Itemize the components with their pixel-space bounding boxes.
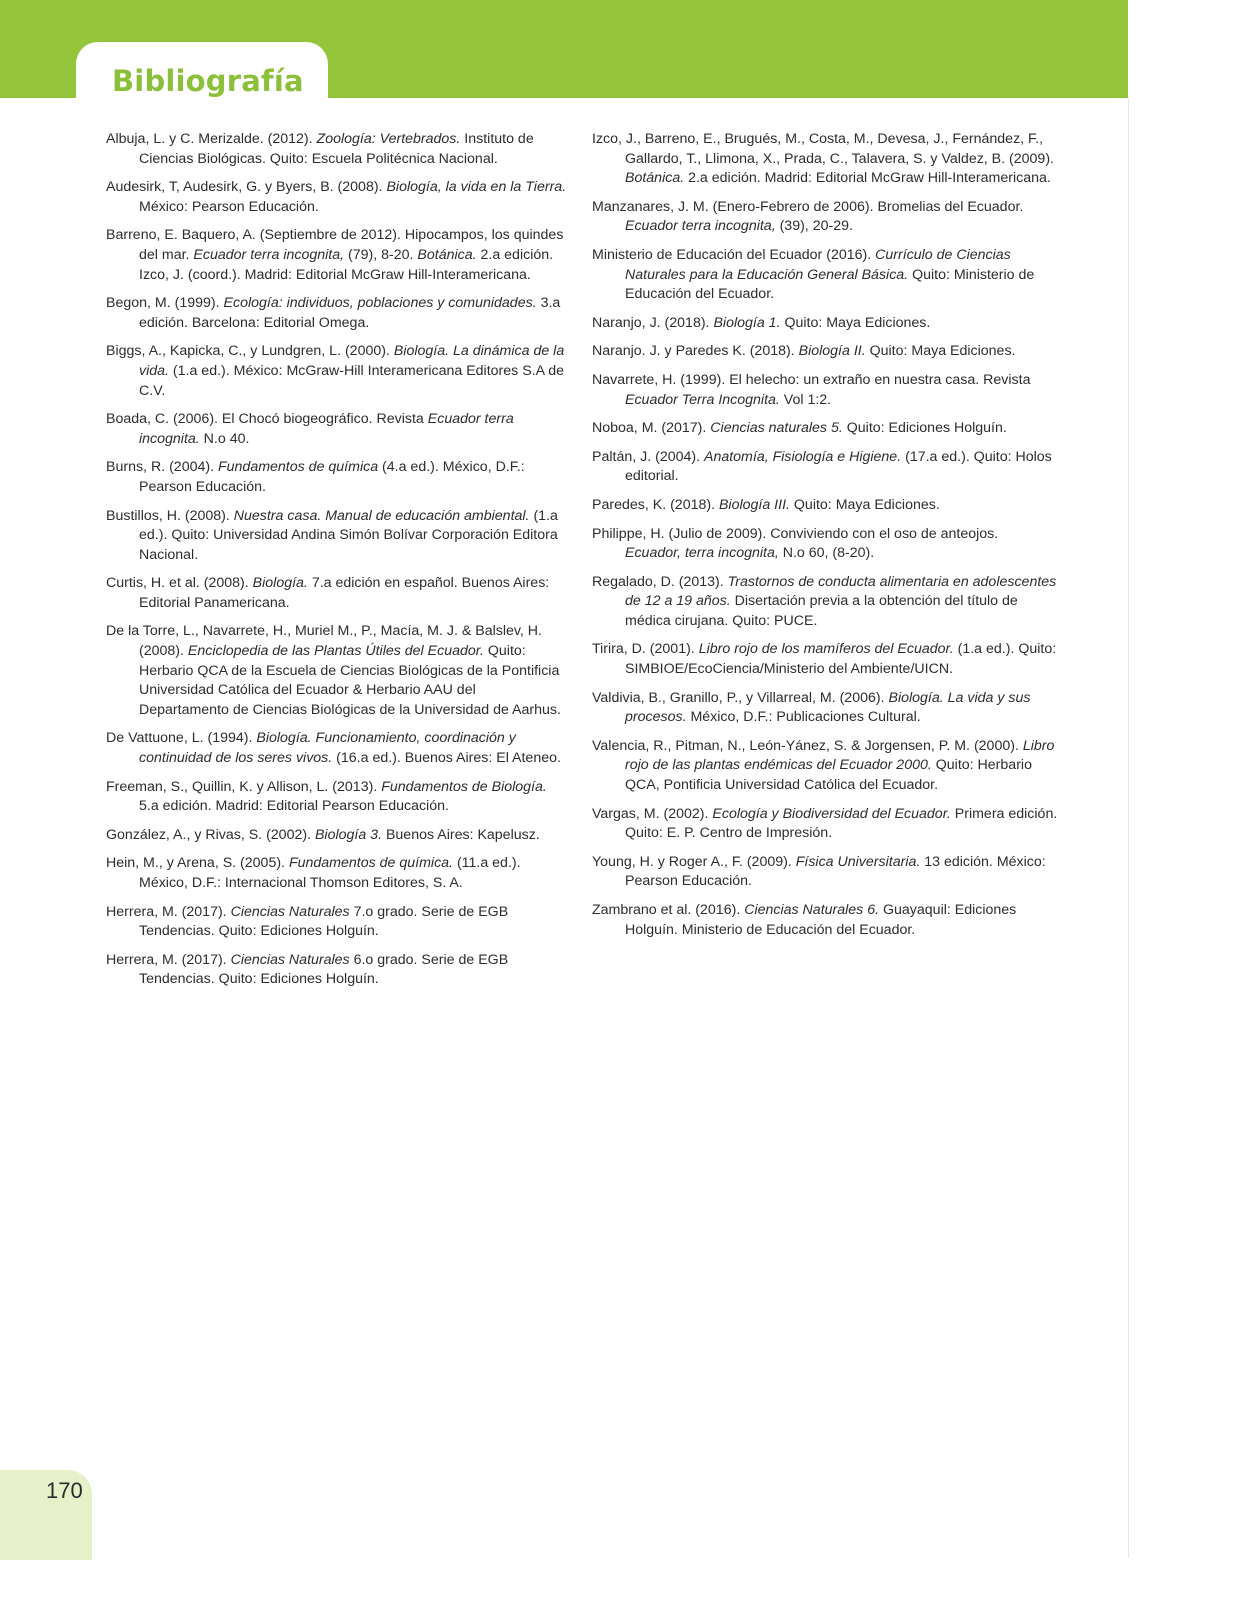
entry-text: Paltán, J. (2004). (592, 448, 704, 465)
entry-text: Valencia, R., Pitman, N., León-Yánez, S. & Jorgensen, P. M. (2000). (592, 737, 1023, 754)
entry-title: Ciencias Naturales (230, 903, 350, 920)
entry-title: Fundamentos de Biología. (381, 778, 547, 795)
bibliography-entry (106, 130, 568, 169)
entry-text: Audesirk, T, Audesirk, G. y Byers, B. (2008). (106, 179, 387, 196)
entry-text: Barreno, E. Baquero, A. (Septiembre de 2012). Hipocampos, los quindes del mar. (106, 227, 564, 263)
entry-text: Naranjo, J. (2018). (592, 314, 714, 331)
entry-text: Regalado, D. (2013). (592, 573, 728, 590)
bibliography-entry (106, 294, 568, 333)
entry-text: Begon, M. (1999). (106, 295, 224, 312)
entry-text: 5.a edición. Madrid: Editorial Pearson Educación. (139, 798, 449, 815)
entry-text: Izco, J., Barreno, E., Brugués, M., Costa, M., Devesa, J., Fernández, F., Gallardo, T., Llimona, X., Prada, C., Talavera, S. y Valdez, B. (2009). (592, 131, 1054, 167)
bibliography-entry (592, 130, 1058, 189)
entry-text: Quito: Ediciones Holguín. (842, 420, 1007, 437)
entry-text: Hein, M., y Arena, S. (2005). (106, 855, 289, 872)
entry-text: 2.a edición. Madrid: Editorial McGraw Hill-Interamericana. (684, 170, 1051, 187)
entry-text: (39), 20-29. (775, 218, 853, 235)
bibliography-entry (592, 448, 1058, 487)
entry-text: 13 edición. México: Pearson Educación. (625, 853, 1046, 890)
entry-text: (1.a ed.). Quito: SIMBIOE/EcoCiencia/Ministerio del Ambiente/UICN. (625, 641, 1057, 678)
entry-text: Herrera, M. (2017). (106, 903, 231, 920)
entry-title: Ecuador terra incognita, (193, 246, 345, 263)
entry-title: Biología. La dinámica de la vida. (139, 343, 565, 379)
entry-title: Ciencias Naturales 6. (744, 902, 880, 918)
bibliography-entry (592, 573, 1058, 632)
bibliography-entry (592, 689, 1058, 728)
bibliography-entry (106, 826, 568, 846)
entry-text: N.o 60, (8-20). (778, 545, 875, 562)
entry-text: (4.a ed.). México, D.F.: Pearson Educación. (139, 459, 525, 495)
bibliography-entry (592, 525, 1058, 564)
entry-title: Biología. La vida y sus procesos. (625, 689, 1031, 726)
bibliography-entry (592, 371, 1058, 410)
entry-text: Navarrete, H. (1999). El helecho: un extraño en nuestra casa. Revista (592, 371, 1031, 388)
entry-text: Vol 1:2. (779, 391, 832, 408)
entry-title: Ecuador terra incognita, (625, 218, 776, 235)
entry-text: (79), 8-20. (344, 246, 418, 263)
entry-title: Biología. (252, 575, 308, 592)
entry-text: Valdivia, B., Granillo, P., y Villarreal, M. (2006). (592, 689, 889, 706)
entry-text: Primera edición. Quito: E. P. Centro de Impresión. (625, 805, 1058, 842)
entry-text: Bustillos, H. (2008). (106, 507, 234, 524)
entry-text: Instituto de Ciencias Biológicas. Quito: Escuela Politécnica Nacional. (139, 131, 534, 167)
entry-title: Anatomía, Fisiología e Higiene. (703, 448, 902, 465)
bibliography-entry (592, 640, 1058, 679)
entry-text: Quito: Maya Ediciones. (789, 496, 940, 513)
entry-text: 7.o grado. Serie de EGB Tendencias. Quito: Ediciones Holguín. (139, 903, 509, 940)
entry-text: De la Torre, L., Navarrete, H., Muriel M., P., Macía, M. J. & Balslev, H. (2008). (106, 623, 542, 660)
entry-text: Quito: Herbario QCA, Pontificia Universidad Católica del Ecuador. (625, 757, 1032, 794)
entry-title: Ecuador Terra Incognita. (625, 391, 780, 408)
entry-text: Curtis, H. et al. (2008). (106, 575, 253, 592)
bibliography-entry (592, 198, 1058, 237)
entry-title: Botánica. (417, 246, 477, 263)
entry-title: Currículo de Ciencias Naturales para la Educación General Básica. (625, 246, 1011, 283)
bibliography-entry (592, 314, 1058, 334)
entry-text: Quito: Maya Ediciones. (865, 343, 1016, 360)
entry-text: Boada, C. (2006). El Chocó biogeográfico. Revista (106, 411, 428, 428)
entry-title: Biología 1. (713, 314, 781, 331)
entry-title: Botánica. (625, 170, 685, 187)
entry-title: Ciencias Naturales (230, 951, 350, 968)
entry-text: González, A., y Rivas, S. (2002). (106, 826, 315, 843)
entry-text: (1.a ed.). México: McGraw-Hill Interamericana Editores S.A de C.V. (139, 362, 564, 399)
entry-text: Albuja, L. y C. Merizalde. (2012). (106, 131, 317, 147)
bibliography-entry (106, 778, 568, 817)
entry-text: Young, H. y Roger A., F. (2009). (592, 853, 796, 870)
entry-title: Biología III. (718, 496, 790, 513)
entry-text: Philippe, H. (Julio de 2009). Conviviendo con el oso de anteojos. (592, 525, 999, 542)
entry-text: 6.o grado. Serie de EGB Tendencias. Quito: Ediciones Holguín. (139, 951, 509, 988)
bibliography-left-column (106, 130, 568, 999)
bibliography-entry (106, 622, 568, 720)
entry-title: Nuestra casa. Manual de educación ambiental. (233, 507, 530, 524)
entry-title: Ecuador terra incognita. (139, 411, 514, 447)
entry-text: México: Pearson Educación. (139, 198, 319, 215)
entry-text: Zambrano et al. (2016). (592, 902, 745, 918)
entry-title: Ecología: individuos, poblaciones y comunidades. (223, 295, 537, 312)
bibliography-entry (592, 901, 1058, 940)
entry-text: Quito: Herbario QCA de la Escuela de Ciencias Biológicas de la Pontificia Universidad Católica del Ecuador & Herbario AAU del Departamento de Ciencias Biológicas de la Universidad de Aarhus. (139, 643, 561, 718)
entry-title: Libro rojo de los mamíferos del Ecuador. (698, 641, 954, 658)
title-tab (76, 42, 328, 102)
entry-text: (17.a ed.). Quito: Holos editorial. (625, 448, 1052, 485)
entry-text: Quito: Maya Ediciones. (780, 314, 931, 331)
entry-text: Buenos Aires: Kapelusz. (382, 826, 540, 843)
bibliography-entry (592, 805, 1058, 844)
entry-text: Naranjo. J. y Paredes K. (2018). (592, 343, 799, 360)
entry-text: Paredes, K. (2018). (592, 496, 719, 513)
bibliography-entry (592, 342, 1058, 362)
entry-title: Física Universitaria. (795, 853, 921, 870)
bibliography-entry (592, 853, 1058, 892)
entry-text: México, D.F.: Publicaciones Cultural. (686, 709, 921, 726)
entry-title: Ecuador, terra incognita, (625, 545, 779, 562)
entry-title: Biología, la vida en la Tierra. (386, 179, 567, 196)
entry-text: De Vattuone, L. (1994). (106, 730, 257, 747)
bibliography-entry (592, 246, 1058, 305)
bibliography-entry (106, 226, 568, 285)
bibliography-entry (106, 729, 568, 768)
bibliography-entry (106, 178, 568, 217)
entry-text: Herrera, M. (2017). (106, 951, 231, 968)
entry-text: (11.a ed.). México, D.F.: Internacional Thomson Editores, S. A. (139, 855, 521, 891)
entry-title: Enciclopedia de las Plantas Útiles del Ecuador. (187, 643, 484, 660)
bibliography-entry (592, 737, 1058, 796)
entry-title: Fundamentos de química. (288, 855, 453, 872)
page-title: Bibliografía (112, 64, 304, 98)
bibliography-entry (106, 507, 568, 566)
entry-title: Zoología: Vertebrados. (316, 131, 461, 147)
page-number: 170 (46, 1478, 83, 1503)
entry-text: 2.a edición. Izco, J. (coord.). Madrid: Editorial McGraw Hill-Interamericana. (139, 246, 554, 283)
entry-text: Noboa, M. (2017). (592, 420, 711, 437)
bibliography-entry (106, 458, 568, 497)
bibliography-entry (592, 419, 1058, 439)
entry-text: Ministerio de Educación del Ecuador (2016). (592, 246, 876, 263)
entry-title: Biología. Funcionamiento, coordinación y continuidad de los seres vivos. (139, 730, 516, 767)
entry-title: Libro rojo de las plantas endémicas del Ecuador 2000. (625, 737, 1055, 774)
bibliography-entry (106, 410, 568, 449)
entry-title: Trastornos de conducta alimentaria en adolescentes de 12 a 19 años. (625, 573, 1057, 610)
entry-text: Burns, R. (2004). (106, 459, 218, 476)
bibliography-entry (106, 854, 568, 893)
entry-text: 3.a edición. Barcelona: Editorial Omega. (139, 295, 561, 331)
page-edge-rule (1128, 98, 1129, 1558)
entry-text: N.o 40. (199, 430, 250, 447)
entry-text: Quito: Ministerio de Educación del Ecuador. (625, 266, 1035, 303)
entry-title: Ciencias naturales 5. (710, 420, 843, 437)
entry-text: (16.a ed.). Buenos Aires: El Ateneo. (332, 750, 561, 767)
entry-text: Vargas, M. (2002). (592, 805, 713, 822)
bibliography-entry (106, 951, 568, 990)
entry-text: (1.a ed.). Quito: Universidad Andina Simón Bolívar Corporación Editora Nacional. (139, 507, 558, 563)
bibliography-entry (592, 496, 1058, 516)
entry-title: Fundamentos de química (217, 459, 379, 476)
entry-text: Guayaquil: Ediciones Holguín. Ministerio de Educación del Ecuador. (625, 902, 1017, 938)
entry-title: Biología 3. (314, 826, 383, 843)
entry-title: Ecología y Biodiversidad del Ecuador. (712, 805, 951, 822)
entry-text: Manzanares, J. M. (Enero-Febrero de 2006). Bromelias del Ecuador. (592, 198, 1024, 215)
entry-text: Freeman, S., Quillin, K. y Allison, L. (2013). (106, 778, 382, 795)
bibliography-entry (106, 574, 568, 613)
entry-text: 7.a edición en español. Buenos Aires: Editorial Panamericana. (139, 575, 550, 611)
bibliography-entry (106, 342, 568, 401)
entry-text: Disertación previa a la obtención del título de médica cirujana. Quito: PUCE. (625, 593, 1018, 629)
bibliography-right-column (592, 130, 1058, 949)
entry-text: Tirira, D. (2001). (592, 641, 699, 658)
bibliography-entry (106, 903, 568, 942)
entry-text: Biggs, A., Kapicka, C., y Lundgren, L. (2000). (106, 343, 394, 360)
entry-title: Biología II. (798, 343, 866, 360)
